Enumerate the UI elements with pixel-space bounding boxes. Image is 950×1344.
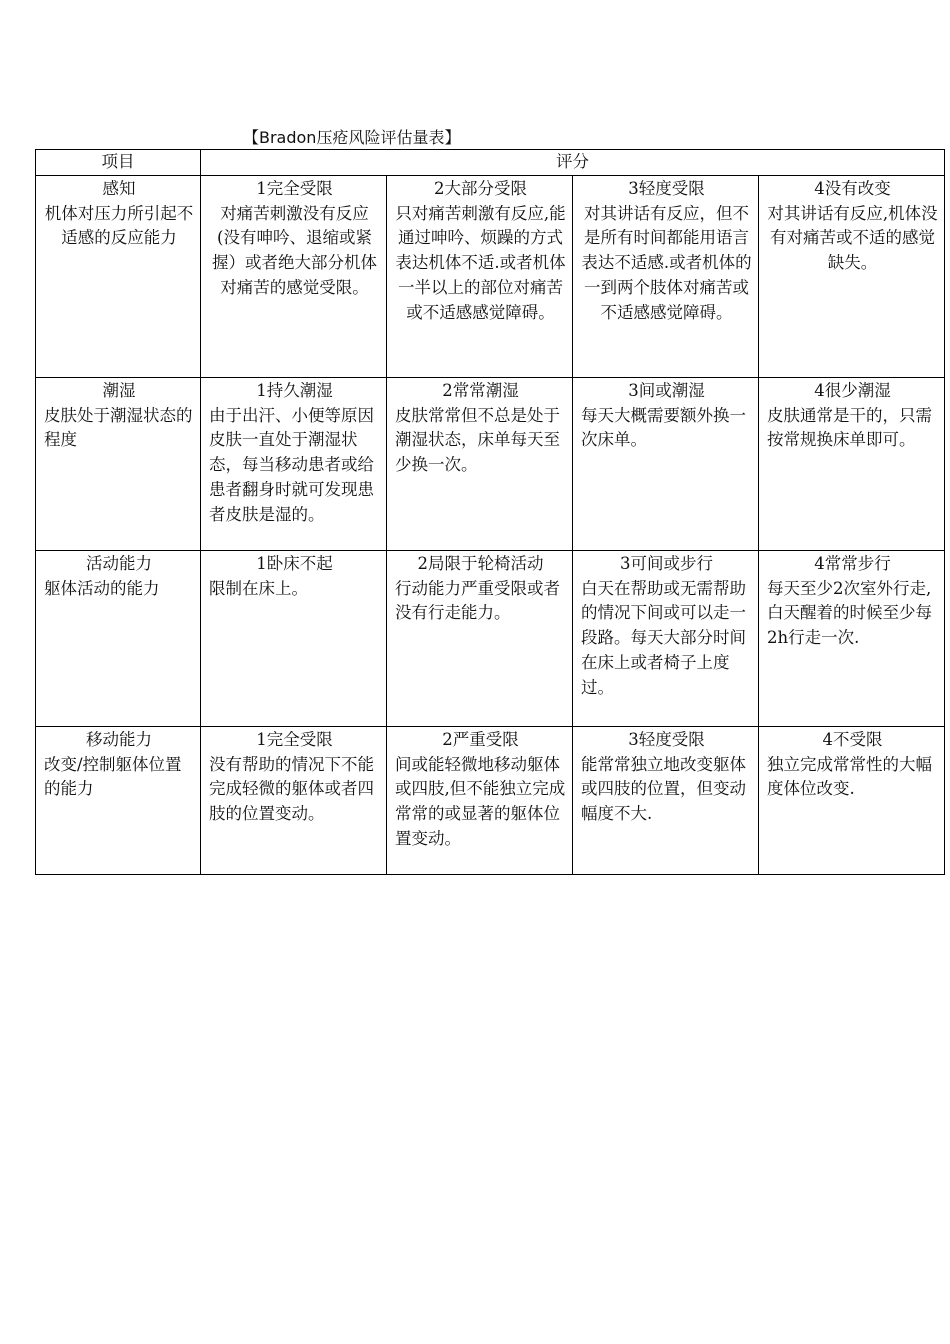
score-cell [387,377,573,550]
row-item-cell [36,175,201,377]
score-cell [201,377,387,550]
score-text: 每天至少2次室外行走,白天醒着的时候至少每2h行走一次. [767,578,932,648]
score-cell [387,550,573,726]
score-cell [201,175,387,377]
header-score: 评分 [201,150,945,176]
score-text: 每天大概需要额外换一次床单。 [581,405,746,450]
row-name: 活动能力 [86,553,152,573]
header-item: 项目 [36,150,201,176]
row-desc: 改变/控制躯体位置的能力 [44,754,182,799]
score-text: 间或能轻微地移动躯体或四肢,但不能独立完成常常的或显著的躯体位置变动。 [395,754,566,848]
score-text: 没有帮助的情况下不能完成轻微的躯体或者四肢的位置变动。 [209,754,374,824]
score-label: 2常常潮湿 [442,380,519,400]
score-text: 白天在帮助或无需帮助的情况下间或可以走一段路。每天大部分时间在床上或者椅子上度过。 [581,578,746,697]
score-text: 对其讲话有反应,机体没有对痛苦或不适的感觉缺失。 [767,203,938,273]
row-desc: 皮肤处于潮湿状态的程度 [44,405,193,450]
table-row [36,726,945,874]
score-label: 2严重受限 [442,729,519,749]
score-cell [573,726,759,874]
score-label: 4很少潮湿 [814,380,891,400]
row-name: 潮湿 [102,380,136,400]
score-cell [759,175,945,377]
row-name: 移动能力 [86,729,152,749]
score-cell [387,175,573,377]
score-label: 1完全受限 [256,178,333,198]
score-label: 3可间或步行 [620,553,713,573]
score-label: 3轻度受限 [628,729,705,749]
score-text: 行动能力严重受限或者没有行走能力。 [395,578,560,623]
score-text: 皮肤通常是干的，只需按常规换床单即可。 [767,405,932,450]
table-row [36,175,945,377]
score-cell [201,726,387,874]
page-title: 【Bradon压疮风险评估量表】 [243,128,461,147]
score-cell [759,550,945,726]
score-text: 皮肤常常但不总是处于潮湿状态，床单每天至少换一次。 [395,405,560,475]
score-label: 4不受限 [822,729,883,749]
score-text: 只对痛苦刺激有反应,能通过呻吟、烦躁的方式表达机体不适.或者机体一半以上的部位对痛苦或不适感感觉障碍。 [395,203,566,322]
score-text: 限制在床上。 [209,578,308,598]
row-item-cell [36,550,201,726]
score-label: 1持久潮湿 [256,380,333,400]
score-text: 对其讲话有反应，但不是所有时间都能用语言表达不适感.或者机体的一到两个肢体对痛苦或不适感感觉障碍。 [581,203,752,322]
bradon-scale-table [35,149,945,875]
score-text: 能常常独立地改变躯体或四肢的位置，但变动幅度不大. [581,754,746,824]
table-row [36,550,945,726]
score-cell [573,377,759,550]
score-label: 1完全受限 [256,729,333,749]
row-desc: 躯体活动的能力 [44,578,160,598]
score-cell [387,726,573,874]
score-cell [759,726,945,874]
score-label: 3轻度受限 [628,178,705,198]
score-text: 由于出汗、小便等原因皮肤一直处于潮湿状态，每当移动患者或给患者翻身时就可发现患者皮肤是湿的。 [209,405,374,524]
table-header-row [36,150,945,176]
score-label: 4没有改变 [814,178,891,198]
score-cell [573,175,759,377]
score-cell [759,377,945,550]
row-item-cell [36,726,201,874]
score-label: 2局限于轮椅活动 [417,553,544,573]
score-text: 独立完成常常性的大幅度体位改变. [767,754,932,799]
row-name: 感知 [102,178,136,198]
score-cell [573,550,759,726]
score-label: 2大部分受限 [434,178,527,198]
row-desc: 机体对压力所引起不适感的反应能力 [44,203,194,248]
score-text: 对痛苦刺激没有反应(没有呻吟、退缩或紧握）或者绝大部分机体对痛苦的感觉受限。 [212,203,377,297]
score-cell [201,550,387,726]
score-label: 4常常步行 [814,553,891,573]
table-row [36,377,945,550]
row-item-cell [36,377,201,550]
score-label: 1卧床不起 [256,553,333,573]
score-label: 3间或潮湿 [628,380,705,400]
